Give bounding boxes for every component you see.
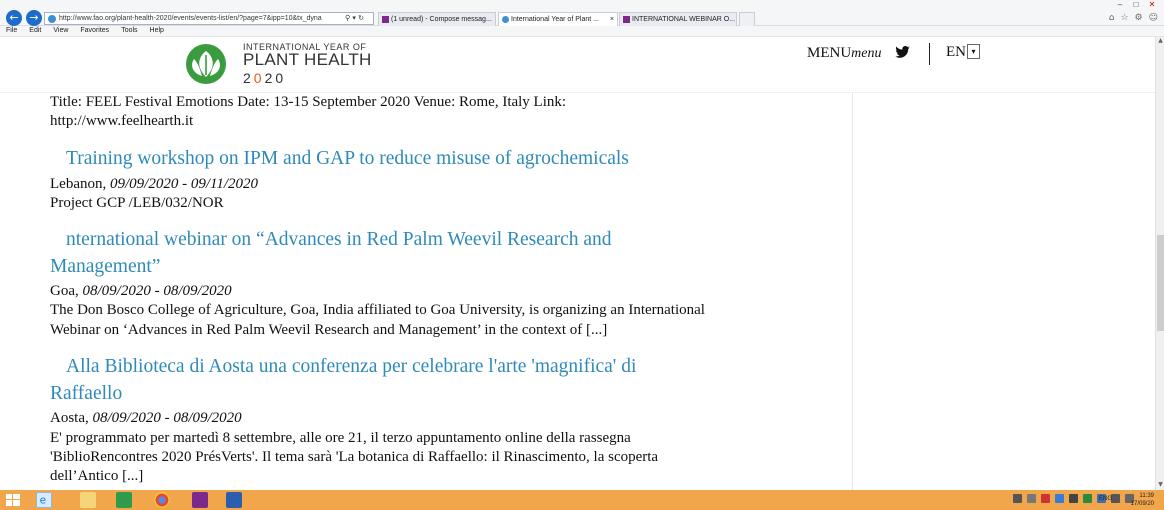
menu-view[interactable]: View [53,27,69,34]
menu-label: MENU [807,45,852,61]
event-meta [50,281,232,301]
tab-compose-message[interactable] [378,12,496,26]
address-bar[interactable] [44,12,374,25]
mail-icon [382,16,389,23]
scroll-up-icon[interactable]: ▲ [1158,37,1163,44]
event-description-line2: Webinar on ‘Advances in Red Palm Weevil Research and Management’ in the context of [...] [50,322,608,338]
menu-favorites[interactable]: Favorites [80,27,110,34]
site-favicon-icon [502,16,509,23]
windows-start-icon[interactable] [6,494,20,506]
maximize-icon[interactable]: □ [1133,0,1139,9]
language-value: EN [946,44,966,60]
language-select[interactable] [946,43,980,61]
tab-webinar[interactable] [619,12,737,26]
internet-explorer-icon[interactable] [36,492,52,508]
svg-text:e: e [39,494,47,507]
menu-edit[interactable]: Edit [29,27,42,34]
chrome-icon[interactable] [154,492,170,508]
system-tray [1010,494,1134,503]
close-tab-icon[interactable]: × [609,16,614,23]
tray-app-icon[interactable] [1111,494,1120,503]
events-list [0,93,1155,490]
back-arrow-icon[interactable]: ← [6,10,22,26]
event-location: Aosta, [50,410,93,426]
menu-tools[interactable]: Tools [121,27,138,34]
network-icon[interactable] [1055,494,1064,503]
minimize-icon[interactable]: – [1117,0,1123,9]
tab-label: INTERNATIONAL WEBINAR O... [632,16,736,23]
tab-label: (1 unread) - Compose messag... [391,16,492,23]
address-controls[interactable]: ⚲ ▾ ↻ [345,14,364,22]
site-header [0,37,1155,93]
keyboard-icon[interactable] [1013,494,1022,503]
security-icon[interactable] [1041,494,1050,503]
scroll-down-icon[interactable]: ▼ [1158,481,1163,488]
volume-icon[interactable] [1069,494,1078,503]
event-location: Goa, [50,283,83,299]
event-title-training-workshop[interactable]: Training workshop on IPM and GAP to reduce misuse of agrochemicals [66,148,629,169]
tab-label: International Year of Plant ... [511,16,599,23]
onenote-icon[interactable] [192,492,208,508]
clock[interactable] [1131,492,1154,508]
site-favicon-icon [48,15,56,23]
clock-date: 17/09/20 [1130,501,1154,507]
event-description-line3: dell’Antico [...] [50,468,144,484]
toolbar-icons [1103,13,1158,23]
word-icon[interactable] [226,492,242,508]
event-meta [50,408,242,428]
window-controls [1112,0,1160,10]
menu-label-italic: menu [851,46,882,61]
battery-icon[interactable] [1083,494,1092,503]
new-tab-button[interactable] [739,12,755,26]
language-indicator[interactable]: ENG [1098,496,1112,502]
event-description-line2: 'BiblioRencontres 2020 PrésVerts'. Il tema sarà 'La botanica di Raffaello: il Rinascimento, la scoperta [50,449,659,465]
sidebar-divider [852,93,853,490]
scroll-thumb[interactable] [1157,235,1164,331]
mail-icon [623,16,630,23]
event-dates: 08/09/2020 - 08/09/2020 [82,283,232,299]
event-title-aosta-line1[interactable]: Alla Biblioteca di Aosta una conferenza per celebrare l'arte 'magnifica' di [66,356,637,377]
browser-menubar [0,26,1164,37]
event-description: Project GCP /LEB/032/NOR [50,195,224,211]
event-meta [50,174,258,194]
event-title-webinar-line1[interactable]: nternational webinar on “Advances in Red Palm Weevil Research and [66,229,612,250]
forward-arrow-icon[interactable]: → [26,10,42,26]
windows-taskbar [0,490,1164,510]
close-window-icon[interactable]: ✕ [1148,0,1156,9]
smiley-icon[interactable]: ☺ [1148,13,1158,23]
prev-event-link[interactable]: http://www.feelhearth.it [50,113,194,129]
home-icon[interactable]: ⌂ [1108,13,1115,23]
event-dates: 09/09/2020 - 09/11/2020 [109,176,259,192]
file-explorer-icon[interactable] [80,492,96,508]
logo-year: 2020 [243,70,287,86]
store-icon[interactable] [116,492,132,508]
twitter-icon[interactable] [895,46,910,58]
event-dates: 08/09/2020 - 08/09/2020 [92,410,242,426]
menu-button[interactable] [807,45,882,62]
browser-toolbar [0,0,1164,26]
gear-icon[interactable]: ⚙ [1134,13,1143,23]
logo-subtitle: INTERNATIONAL YEAR OF [243,42,367,52]
menu-file[interactable]: File [6,27,18,34]
star-icon[interactable]: ☆ [1120,13,1129,23]
chevron-down-icon[interactable]: ▾ [967,44,980,59]
event-title-webinar-line2[interactable]: Management” [50,256,161,277]
menu-help[interactable]: Help [149,27,164,34]
header-divider [929,43,930,65]
plant-health-logo-icon[interactable] [180,43,232,85]
page-scrollbar[interactable] [1155,37,1164,490]
tray-arrow-icon[interactable] [1027,494,1036,503]
clock-time: 11:39 [1139,493,1154,499]
address-text: http://www.fao.org/plant-health-2020/events/events-list/en/?page=7&ipp=10&tx_dyna [59,15,322,22]
event-description-line1: The Don Bosco College of Agriculture, Goa, India affiliated to Goa University, is organizing an International [50,302,705,318]
prev-event-description: Title: FEEL Festival Emotions Date: 13-15 September 2020 Venue: Rome, Italy Link: [50,94,567,110]
event-location: Lebanon, [50,176,110,192]
tab-plant-health[interactable] [498,12,618,26]
event-description-line1: E' programmato per martedì 8 settembre, alle ore 21, il terzo appuntamento online della rassegna [50,430,631,446]
logo-title: PLANT HEALTH [243,50,372,69]
event-title-aosta-line2[interactable]: Raffaello [50,383,123,404]
